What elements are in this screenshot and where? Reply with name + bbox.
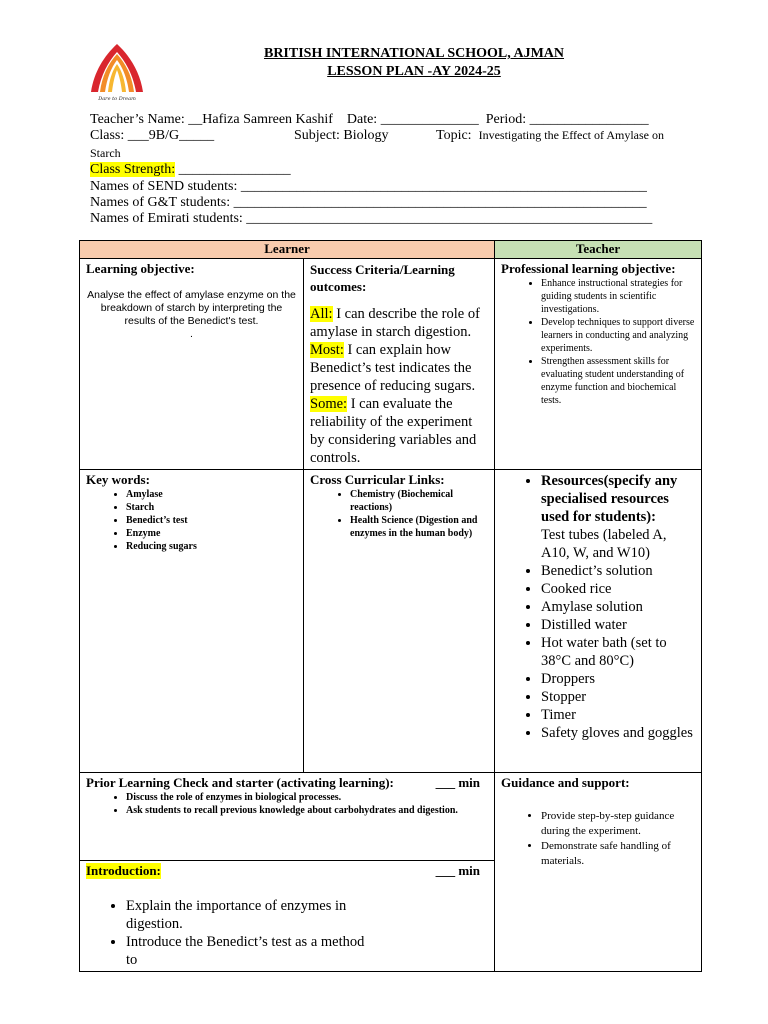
teacher-name: Teacher’s Name: __Hafiza Samreen Kashif xyxy=(90,112,333,127)
list-item: • Benedict’s test xyxy=(126,514,297,527)
list-item: • Safety gloves and goggles xyxy=(541,724,695,742)
success-criteria-cell xyxy=(304,259,495,470)
list-item: • Hot water bath (set to 38°C and 80°C) xyxy=(541,634,695,670)
list-item: • Starch xyxy=(126,501,297,514)
list-item: • Resources(specify any specialised resources used for students): Test tubes (labeled A, A10, W, and W10) xyxy=(541,472,695,562)
subject-field: Subject: Biology xyxy=(294,128,389,143)
learning-objective-cell: Learning objective: Analyse the effect of amylase enzyme on the breakdown of starch by interpreting the results of the Benedict's test. . xyxy=(80,259,304,470)
school-name: BRITISH INTERNATIONAL SCHOOL, AJMAN xyxy=(263,46,565,61)
list-item: • Enzyme xyxy=(126,527,297,540)
period-field: Period: _________________ xyxy=(485,112,649,127)
list-item: • Cooked rice xyxy=(541,580,695,598)
list-item: • Strengthen assessment skills for evaluating student understanding of enzyme function and biochemical tests. xyxy=(541,355,695,407)
resources-title: Resources(specify any specialised resources used for students): xyxy=(541,473,678,525)
cross-curricular-cell xyxy=(304,470,495,773)
gt-students: Names of G&T students: ___________________________________________________________ xyxy=(90,195,647,210)
list-item: • Benedict’s solution xyxy=(541,562,695,580)
prior-learning-title: Prior Learning Check and starter (activating learning): xyxy=(86,775,394,790)
list-item: • Provide step-by-step guidance during the experiment. xyxy=(541,809,695,839)
list-item: • Ask students to recall previous knowledge about carbohydrates and digestion. xyxy=(126,804,488,817)
list-item: • Stopper xyxy=(541,688,695,706)
introduction-minutes: ___ min xyxy=(435,863,481,878)
resources-list xyxy=(501,472,695,742)
list-item: • Explain the importance of enzymes in digestion. xyxy=(126,897,368,933)
learner-header: Learner xyxy=(80,241,495,259)
professional-objective-title: Professional learning objective: xyxy=(501,261,676,276)
key-words-list xyxy=(86,488,297,553)
list-item: • Demonstrate safe handling of materials. xyxy=(541,839,695,869)
cross-curricular-list xyxy=(310,488,488,540)
topic-continued: Starch xyxy=(90,146,121,160)
teacher-line xyxy=(90,112,649,128)
send-students: Names of SEND students: __________________________________________________________ xyxy=(90,179,647,194)
date-field: Date: ______________ xyxy=(346,112,479,127)
key-words-cell xyxy=(80,470,304,773)
list-item: • Chemistry (Biochemical reactions) xyxy=(350,488,488,514)
introduction-cell xyxy=(80,861,495,972)
topic-value: Investigating the Effect of Amylase on xyxy=(478,128,664,142)
success-criteria-body: All: I can describe the role of amylase in starch digestion. Most: I can explain how Benedict’s test indicates the presence of reducing sugars. Some: I can evaluate the reliability of the experiment by considering variables and controls. xyxy=(310,306,480,466)
guidance-list xyxy=(501,809,695,869)
guidance-title: Guidance and support: xyxy=(501,775,630,790)
key-words-title: Key words: xyxy=(86,472,150,487)
lesson-plan-table xyxy=(79,240,702,972)
resources-cell xyxy=(495,470,702,773)
list-item: • Amylase xyxy=(126,488,297,501)
introduction-title: Introduction: xyxy=(86,863,161,878)
prior-learning-cell xyxy=(80,773,495,861)
lesson-plan-title: LESSON PLAN -AY 2024-25 xyxy=(327,64,501,79)
success-criteria-title: Success Criteria/Learning outcomes: xyxy=(310,262,455,294)
list-item: • Droppers xyxy=(541,670,695,688)
list-item: • Reducing sugars xyxy=(126,540,297,553)
introduction-list xyxy=(86,897,488,969)
list-item: • Develop techniques to support diverse learners in conducting and analyzing experiments. xyxy=(541,316,695,355)
learning-objective-text: Analyse the effect of amylase enzyme on the breakdown of starch by interpreting the results of the Benedict's test. xyxy=(87,289,296,327)
professional-objective-cell xyxy=(495,259,702,470)
class-strength: Class Strength: ________________ xyxy=(90,162,291,177)
learning-objective-title: Learning objective: xyxy=(86,261,195,276)
svg-text:Dare to Dream: Dare to Dream xyxy=(98,96,136,102)
prior-learning-minutes: ___ min xyxy=(435,775,481,790)
list-item: • Discuss the role of enzymes in biological processes. xyxy=(126,791,488,804)
list-item: • Enhance instructional strategies for guiding students in scientific investigations. xyxy=(541,277,695,316)
class-line xyxy=(90,128,664,144)
topic-label: Topic: xyxy=(436,128,472,143)
guidance-cell xyxy=(495,773,702,972)
list-item: • Distilled water xyxy=(541,616,695,634)
list-item: • Timer xyxy=(541,706,695,724)
list-item: • Introduce the Benedict’s test as a method to xyxy=(126,933,368,969)
cross-curricular-title: Cross Curricular Links: xyxy=(310,472,445,487)
teacher-header: Teacher xyxy=(495,241,702,259)
prior-learning-list xyxy=(86,791,488,817)
list-item: • Amylase solution xyxy=(541,598,695,616)
emirati-students: Names of Emirati students: __________________________________________________________ xyxy=(90,211,653,226)
list-item: • Health Science (Digestion and enzymes in the human body) xyxy=(350,514,488,540)
class-field: Class: ___9B/G_____ xyxy=(90,128,215,143)
professional-objective-list xyxy=(501,277,695,407)
